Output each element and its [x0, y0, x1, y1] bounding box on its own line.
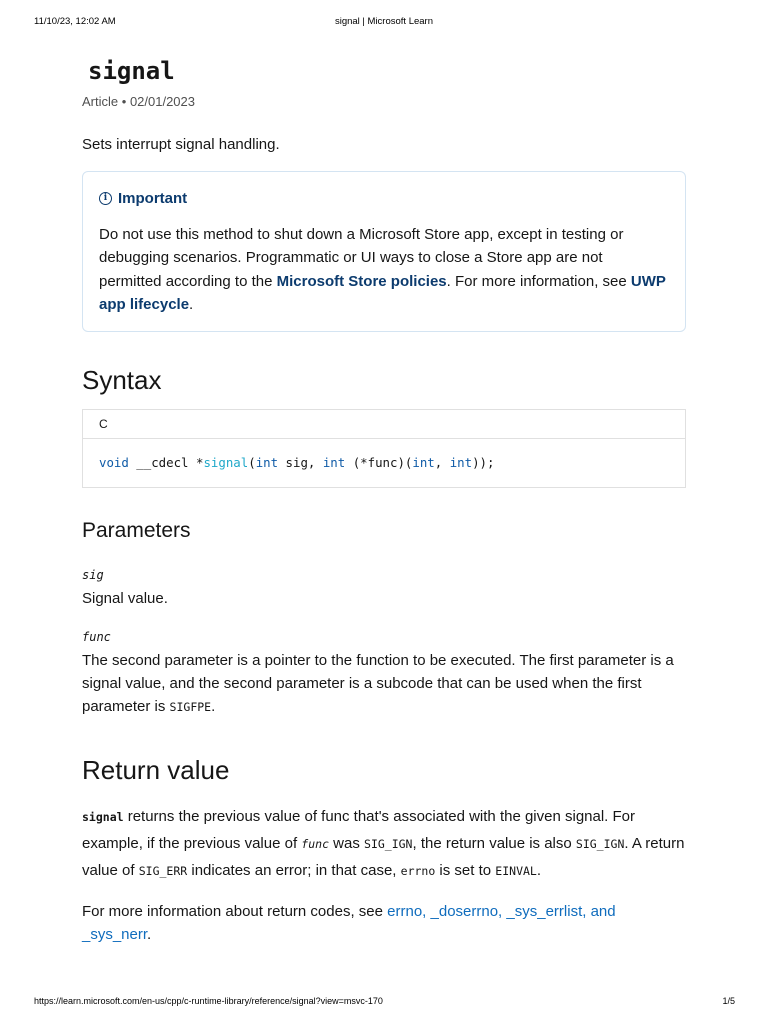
return-text: , the return value is also — [412, 834, 576, 852]
param-func-name: func — [82, 630, 111, 645]
code-token: signal — [203, 455, 249, 471]
article-summary: Sets interrupt signal handling. — [82, 136, 280, 153]
alert-text: . — [189, 295, 194, 313]
alert-text: Do not use this method to shut down a Microsoft Store app, except in testing or debugging scenarios. Programmatic or UI ways to close a Store app are not permitted according to the — [99, 226, 624, 290]
inline-code: signal — [82, 810, 124, 825]
param-sig-name: sig — [82, 568, 104, 583]
code-language: C — [83, 410, 685, 439]
param-text: . — [211, 698, 216, 716]
uwp-lifecycle-link[interactable]: UWP app lifecycle — [99, 272, 666, 313]
code-block — [82, 409, 686, 488]
print-page-number: 1/5 — [722, 996, 735, 1006]
return-text: was — [329, 834, 365, 852]
return-text: indicates an error; in that case, — [187, 861, 401, 879]
store-policies-link[interactable]: Microsoft Store policies — [276, 272, 447, 290]
syntax-heading: Syntax — [82, 365, 162, 396]
parameters-heading: Parameters — [82, 519, 191, 543]
inline-code: func — [301, 836, 329, 851]
alert-title: Important — [118, 189, 188, 207]
code-token: int — [412, 455, 435, 471]
return-text: returns the previous value of func that's associated with the given signal. For example, if the previous value of — [82, 808, 636, 852]
code-token: sig, — [278, 455, 323, 471]
article-meta — [82, 93, 686, 111]
param-sig-description: Signal value. — [82, 590, 168, 608]
code-token: )); — [472, 455, 495, 471]
code-token: , — [434, 455, 450, 471]
code-token: void — [99, 455, 129, 471]
page-title: signal — [88, 57, 175, 85]
print-url: https://learn.microsoft.com/en-us/cpp/c-runtime-library/reference/signal?view=msvc-170 — [34, 996, 383, 1006]
code-token: int — [322, 455, 346, 471]
return-text: . — [536, 861, 542, 879]
important-alert — [82, 171, 686, 332]
code-token: __cdecl * — [128, 455, 204, 471]
code-token: int — [255, 455, 279, 471]
inline-code: SIGFPE — [169, 700, 212, 715]
inline-code: errno — [400, 863, 436, 878]
code-token: int — [449, 455, 473, 471]
return-value-heading: Return value — [82, 755, 230, 786]
inline-code: SIG_IGN — [575, 836, 625, 851]
print-footer — [0, 996, 768, 1010]
code-token: ( — [248, 455, 256, 471]
inline-code: SIG_IGN — [364, 836, 413, 851]
alert-body — [99, 223, 669, 316]
param-text: The second parameter is a pointer to the function to be executed. The first parameter is a signal value, and the second parameter is a subcode that can be used when the first parameter is — [82, 652, 674, 716]
print-datetime: 11/10/23, 12:02 AM — [34, 16, 116, 27]
article-type: Article — [82, 94, 119, 109]
return-codes-note — [82, 901, 686, 946]
return-text: . — [147, 925, 152, 943]
alert-text: . For more information, see — [446, 272, 631, 290]
meta-separator: • — [121, 94, 127, 109]
return-value-description — [82, 804, 686, 884]
return-text: is set to — [435, 861, 496, 879]
return-text: For more information about return codes, see — [82, 903, 388, 921]
article-content — [82, 54, 686, 946]
print-header — [0, 16, 768, 30]
print-tab-title: signal | Microsoft Learn — [334, 16, 434, 27]
code-token: (*func)( — [345, 455, 413, 471]
code-snippet[interactable] — [83, 439, 685, 487]
inline-code: SIG_ERR — [138, 863, 188, 878]
article-date: 02/01/2023 — [129, 94, 196, 109]
errno-link[interactable]: errno, _doserrno, _sys_errlist, and _sys_nerr — [82, 903, 616, 943]
info-icon: i — [99, 192, 112, 205]
inline-code: EINVAL — [495, 863, 537, 878]
param-func-description — [82, 649, 686, 719]
return-text: . A return value of — [82, 834, 685, 879]
alert-heading — [99, 187, 669, 209]
